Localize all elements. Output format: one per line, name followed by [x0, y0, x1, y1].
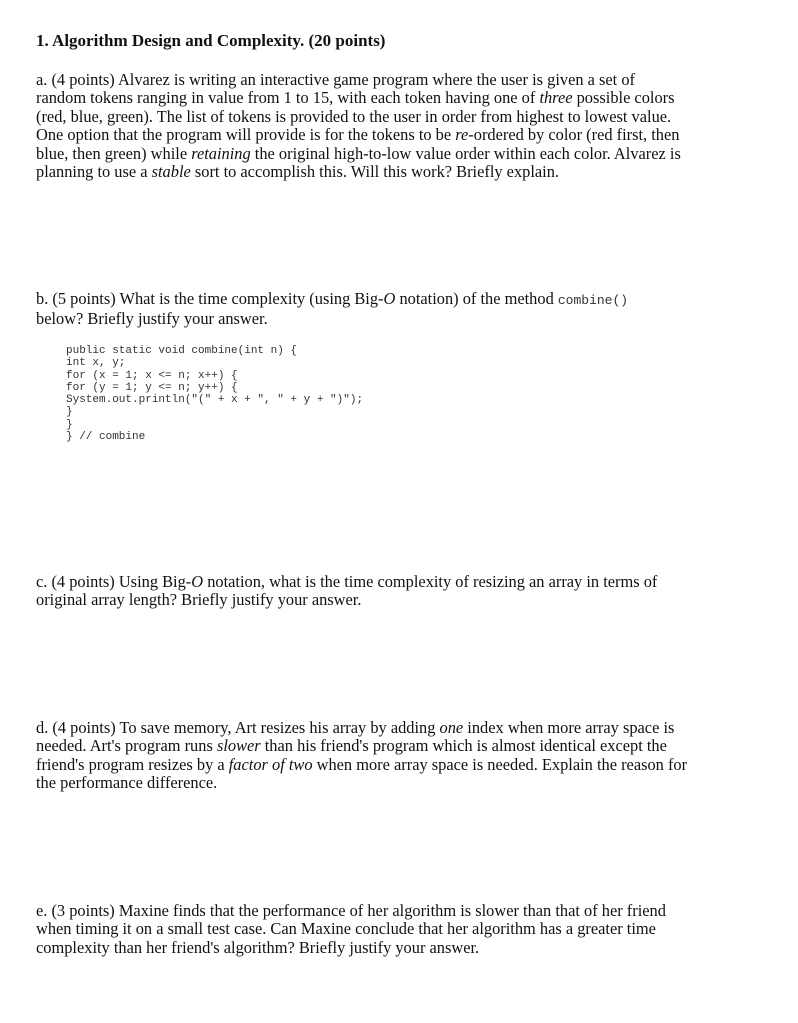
- big-o-letter: O: [191, 572, 204, 591]
- code-line: } // combine: [66, 431, 146, 444]
- part-e-line: complexity than her friend's algorithm? Briefly justify your answer.: [36, 937, 480, 957]
- part-e-line: e. (3 points) Maxine finds that the performance of her algorithm is slower than that of her friend: [36, 901, 666, 920]
- part-c-prompt: [36, 573, 768, 610]
- part-d-line: friend's program resizes by a factor of two when more array space is needed. Explain the reason for: [36, 754, 688, 774]
- part-d-prompt: [36, 719, 768, 793]
- part-d-line: d. (4 points) To save memory, Art resizes his array by adding one index when more array space is: [36, 718, 675, 737]
- part-a-line: blue, then green) while retaining the original high-to-low value order within each color. Alvarez is: [36, 143, 681, 163]
- question-heading: 1. Algorithm Design and Complexity. (20 points): [36, 31, 386, 50]
- code-line: for (y = 1; y <= n; y++) {: [66, 381, 238, 394]
- code-line: }: [66, 418, 73, 431]
- emphasis: slower: [216, 736, 261, 756]
- code-line: System.out.println("(" + x + ", " + y + ")");: [66, 394, 364, 407]
- code-listing-combine: [66, 345, 363, 443]
- part-a-line: planning to use a stable sort to accomplish this. Will this work? Briefly explain.: [36, 162, 560, 182]
- code-line: public static void combine(int n) {: [66, 345, 298, 357]
- part-a-line: (red, blue, green). The list of tokens is provided to the user in order from highest to lowest value.: [36, 106, 672, 126]
- part-b-line: b. (5 points) What is the time complexity (using Big-O notation) of the method combine(): [36, 289, 629, 308]
- part-c-line: c. (4 points) Using Big-O notation, what is the time complexity of resizing an array in terms of: [36, 572, 658, 591]
- part-c-line: original array length? Briefly justify your answer.: [36, 590, 362, 610]
- emphasis: factor of two: [228, 754, 313, 774]
- part-e-prompt: [36, 902, 768, 957]
- part-b-line: below? Briefly justify your answer.: [36, 309, 268, 329]
- part-a-line: random tokens ranging in value from 1 to 15, with each token having one of three possible colors: [36, 88, 675, 108]
- code-line: }: [66, 406, 73, 419]
- emphasis: three: [539, 88, 573, 108]
- code-line: int x, y;: [66, 357, 126, 370]
- part-b-prompt: [36, 290, 768, 329]
- inline-code-combine: combine(): [557, 293, 629, 308]
- part-d-line: needed. Art's program runs slower than his friend's program which is almost identical except the: [36, 736, 667, 756]
- emphasis: retaining: [191, 143, 251, 163]
- part-d-line: the performance difference.: [36, 773, 218, 793]
- part-e-line: when timing it on a small test case. Can Maxine conclude that her algorithm has a greater time: [36, 919, 656, 939]
- part-a-line: a. (4 points) Alvarez is writing an interactive game program where the user is given a set of: [36, 70, 635, 89]
- part-a-prompt: [36, 71, 768, 181]
- part-a-line: One option that the program will provide is for the tokens to be re-ordered by color (red first, then: [36, 125, 680, 145]
- emphasis: stable: [151, 162, 191, 182]
- emphasis: one: [439, 718, 464, 737]
- code-line: for (x = 1; x <= n; x++) {: [66, 369, 238, 382]
- big-o-letter: O: [383, 289, 396, 308]
- emphasis: re: [455, 125, 469, 145]
